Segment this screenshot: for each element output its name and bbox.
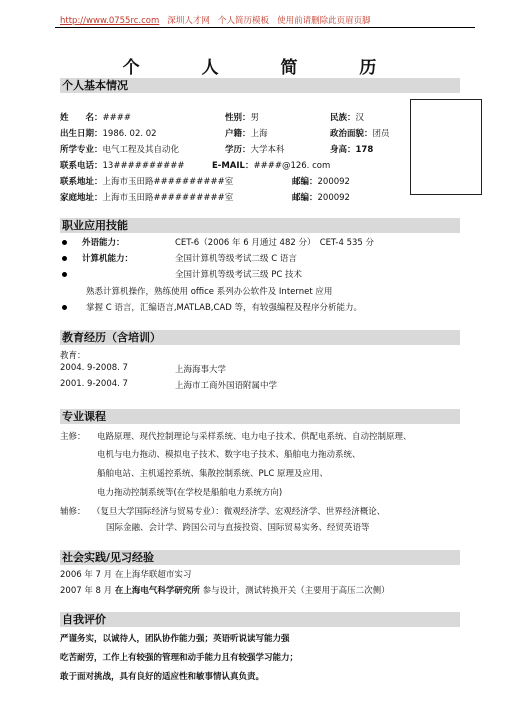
bullet-icon: [62, 240, 67, 245]
field-hukou: 户籍：上海: [225, 129, 268, 139]
courses-major-line-4: 电力拖动控制系统等(在学校是船舶电力系统方向): [97, 488, 283, 498]
bullet-icon: [62, 305, 67, 310]
skill-language: 外语能力：: [82, 238, 125, 248]
bullet-icon: [62, 272, 67, 277]
skill-computer-value-2: 全国计算机等级考试三级 PC 技术: [175, 270, 302, 280]
field-ethnicity: 民族：汉: [330, 113, 365, 123]
header-url-link[interactable]: http://www.0755rc.com: [60, 16, 160, 26]
field-home-address: 家庭地址：上海市玉田路##########室: [60, 193, 234, 203]
field-degree: 学历：大学本科: [225, 145, 285, 155]
skill-office: 熟悉计算机操作，熟练使用 office 系列办公软件及 Internet 应用: [86, 287, 333, 297]
education-school-2: 上海市工商外国语附属中学: [175, 381, 278, 391]
field-major: 所学专业：电气工程及其自动化: [60, 145, 180, 155]
self-line-2: 吃苦耐劳，工作上有较强的管理和动手能力且有较强学习能力；: [60, 653, 299, 663]
courses-major-label: 主修：: [60, 432, 86, 442]
section-heading-skills: 职业应用技能: [60, 218, 460, 233]
skill-language-value: CET-6（2006 年 6 月通过 482 分） CET-4 535 分: [175, 238, 375, 248]
courses-minor-label: 辅修：: [60, 507, 86, 517]
field-phone: 联系电话：13##########: [60, 161, 185, 171]
courses-major-line-3: 船舶电站、主机遥控系统、集散控制系统、PLC 原理及应用、: [97, 469, 329, 479]
section-heading-basic: 个人基本情况: [60, 78, 460, 93]
section-heading-self: 自我评价: [60, 612, 460, 627]
field-home-zip: 邮编：200092: [292, 193, 350, 203]
skill-computer-value: 全国计算机等级考试二级 C 语言: [175, 254, 297, 264]
photo-placeholder: [410, 99, 482, 195]
section-heading-practice: 社会实践/见习经验: [60, 550, 460, 565]
header-site: 深圳人才网: [167, 16, 210, 26]
page-title: 个 人 简 历: [122, 58, 405, 78]
skill-programming: 掌握 C 语言，汇编语言,MATLAB,CAD 等，有较强编程及程序分析能力。: [86, 303, 362, 313]
header-template: 个人简历模板: [218, 16, 270, 26]
field-birthdate: 出生日期：1986. 02. 02: [60, 129, 157, 139]
field-name: 姓 名：####: [60, 113, 132, 123]
self-line-3: 敢于面对挑战，具有良好的适应性和敏事情认真负责。: [60, 672, 265, 682]
practice-item-1: 2006 年 7 月 在上海华联超市实习: [60, 570, 192, 580]
courses-minor-line-2: 国际金融、会计学、跨国公司与直接投资、国际贸易实务、经贸英语等: [106, 523, 370, 533]
courses-major-line-2: 电机与电力拖动、模拟电子技术、数字电子技术、船舶电力拖动系统、: [97, 450, 361, 460]
skill-computer: 计算机能力：: [82, 254, 134, 264]
header-rule: [55, 27, 475, 28]
field-email: E-MAIL：####@126. com: [212, 161, 331, 171]
education-school-1: 上海海事大学: [175, 365, 227, 375]
education-label: 教育：: [60, 351, 86, 361]
courses-minor-line-1: （复旦大学国际经济与贸易专业）：微观经济学、宏观经济学、世界经济概论、: [92, 507, 386, 517]
field-contact-zip: 邮编：200092: [292, 177, 350, 187]
practice-item-2: 2007 年 8 月 在上海电气科学研究所 参与设计，测试转换开关（主要用于高压二次侧）: [60, 586, 390, 596]
field-gender: 性别：男: [225, 113, 260, 123]
education-period-2: 2001. 9-2004. 7: [60, 379, 128, 389]
bullet-icon: [62, 256, 67, 261]
field-contact-address: 联系地址：上海市玉田路##########室: [60, 177, 234, 187]
education-period-1: 2004. 9-2008. 7: [60, 363, 128, 373]
field-political: 政治面貌：团员: [330, 129, 390, 139]
self-line-1: 严谨务实，以诚待人，团队协作能力强；英语听说读写能力强: [60, 634, 290, 644]
courses-major-line-1: 电路原理、现代控制理论与采样系统、电力电子技术、供配电系统、自动控制原理、: [97, 432, 412, 442]
section-heading-education: 教育经历（含培训）: [60, 330, 460, 345]
header-note: 使用前请删除此页眉页脚: [277, 16, 371, 26]
section-heading-courses: 专业课程: [60, 409, 460, 424]
page-header: [60, 14, 371, 26]
field-height: 身高：178: [330, 145, 374, 155]
